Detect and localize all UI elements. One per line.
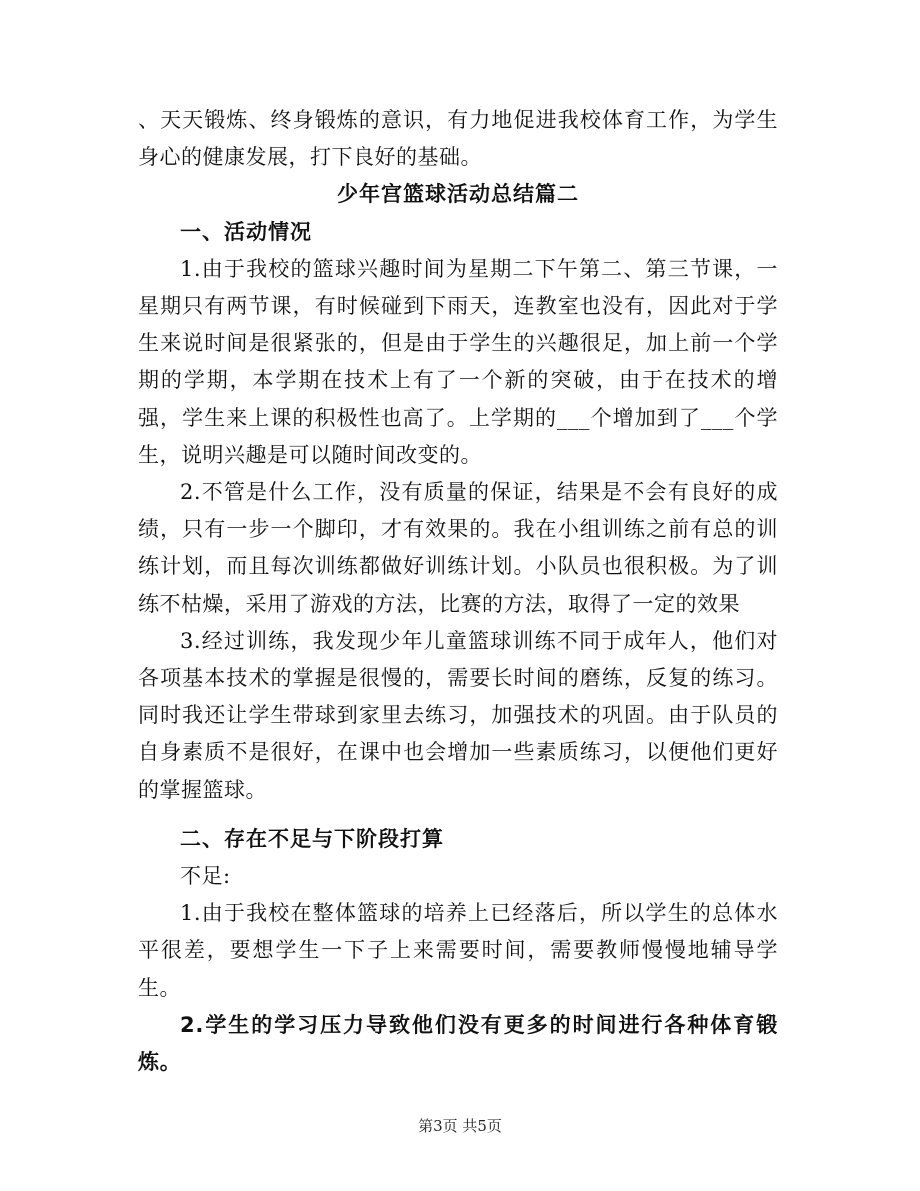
paragraph-item-3: 3.经过训练，我发现少年儿童篮球训练不同于成年人，他们对各项基本技术的掌握是很慢的，需要长时间的磨练，反复的练习。同时我还让学生带球到家里去练习，加强技术的巩固。由于队员的自身素质不是很好，在课中也会增加一些素质练习，以便他们更好的掌握篮球。: [138, 628, 778, 802]
shortcoming-item-1: 1.由于我校在整体篮球的培养上已经落后，所以学生的总体水平很差，要想学生一下子上来需要时间，需要教师慢慢地辅导学生。: [138, 901, 778, 1000]
intro-paragraph: 、天天锻炼、终身锻炼的意识，有力地促进我校体育工作，为学生身心的健康发展，打下良好的基础。: [138, 108, 778, 170]
subheading-shortcomings: 不足:: [180, 864, 231, 889]
page-footer: 第3页 共5页: [418, 1117, 502, 1135]
section-heading-activity: 一、活动情况: [180, 219, 312, 244]
shortcoming-item-2: 2.学生的学习压力导致他们没有更多的时间进行各种体育锻炼。: [138, 1012, 778, 1075]
document-title: 少年宫篮球活动总结篇二: [337, 182, 579, 207]
document-body: [138, 102, 778, 1081]
paragraph-item-1: 1.由于我校的篮球兴趣时间为星期二下午第二、第三节课，一星期只有两节课，有时候碰到下雨天，连教室也没有，因此对于学生来说时间是很紧张的，但是由于学生的兴趣很足，加上前一个学期的学期，本学期在技术上有了一个新的突破，由于在技术的增强，学生来上课的积极性也高了。上学期的___个增加到了___个学生，说明兴趣是可以随时间改变的。: [138, 256, 778, 467]
paragraph-item-2: 2.不管是什么工作，没有质量的保证，结果是不会有良好的成绩，只有一步一个脚印，才有效果的。我在小组训练之前有总的训练计划，而且每次训练都做好训练计划。小队员也很积极。为了训练不枯燥，采用了游戏的方法，比赛的方法，取得了一定的效果: [138, 480, 778, 616]
section-heading-shortcomings: 二、存在不足与下阶段打算: [180, 826, 444, 851]
